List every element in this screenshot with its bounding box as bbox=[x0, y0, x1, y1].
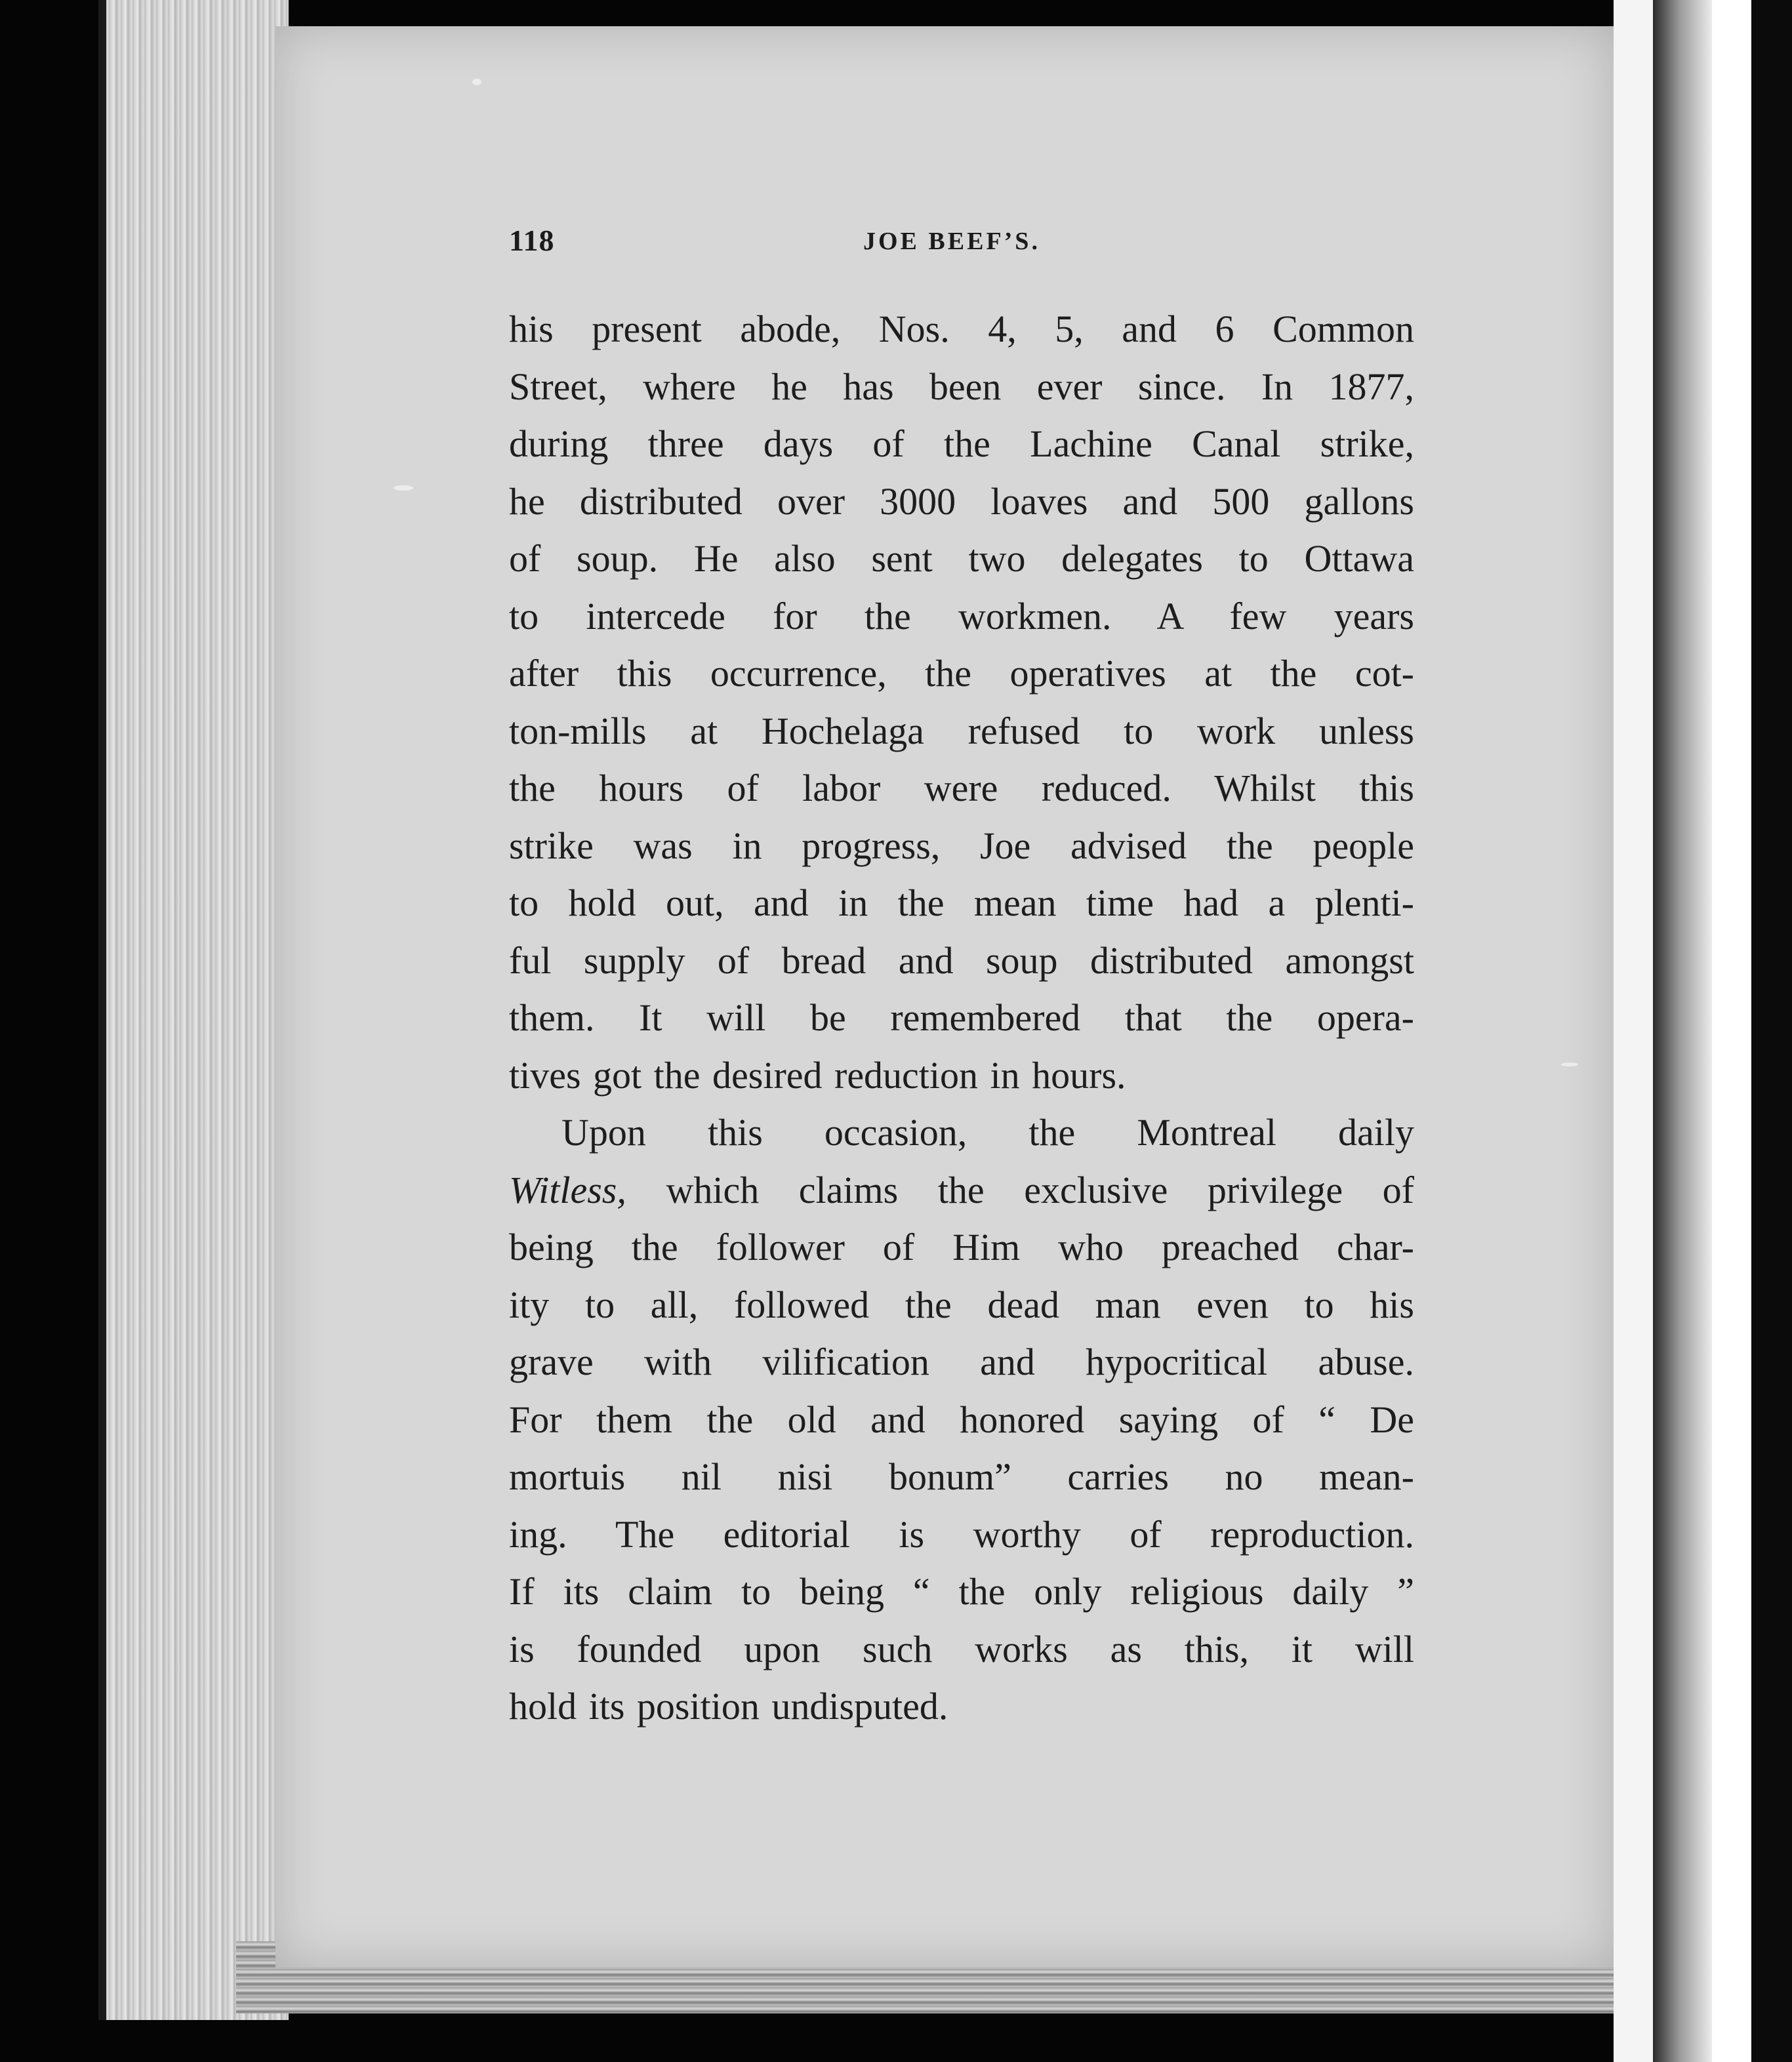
text-line: being the follower of Him who preached char- bbox=[509, 1226, 1414, 1268]
text-line: mortuis nil nisi bonum” carries no mean- bbox=[509, 1455, 1414, 1498]
running-head bbox=[509, 223, 1414, 275]
text-line: tives got the desired reduction in hours. bbox=[509, 1053, 1126, 1097]
right-binding bbox=[1712, 0, 1751, 2062]
text-line: the hours of labor were reduced. Whilst this bbox=[509, 767, 1414, 809]
text-line: them. It will be remembered that the opera- bbox=[509, 996, 1414, 1039]
text-line: ing. The editorial is worthy of reproduction. bbox=[509, 1512, 1414, 1556]
text-line: is founded upon such works as this, it will bbox=[509, 1627, 1414, 1670]
text-line: of soup. He also sent two delegates to Ottawa bbox=[509, 537, 1414, 580]
body-text bbox=[509, 300, 1414, 1735]
scan-speck bbox=[1561, 1062, 1578, 1066]
text-line-with-italic bbox=[509, 1162, 1414, 1219]
text-line: to hold out, and in the mean time had a plenti- bbox=[509, 881, 1414, 924]
page-number: 118 bbox=[509, 224, 555, 257]
newspaper-title: Witless, bbox=[509, 1168, 626, 1211]
text-line: ful supply of bread and soup distributed amongst bbox=[509, 939, 1414, 982]
left-page-edges bbox=[98, 0, 289, 2020]
right-gutter bbox=[1614, 0, 1653, 2062]
text-line: ton-mills at Hochelaga refused to work unless bbox=[509, 709, 1414, 752]
text-line: hold its position undisputed. bbox=[509, 1685, 948, 1728]
paragraph-first-line: Upon this occasion, the Montreal daily bbox=[561, 1111, 1414, 1154]
text-line: after this occurrence, the operatives at the cot- bbox=[509, 652, 1414, 695]
scan-speck bbox=[472, 79, 481, 85]
right-scan-border bbox=[1751, 0, 1792, 2062]
text-line: during three days of the Lachine Canal strike, bbox=[509, 422, 1414, 465]
left-binding-shadow bbox=[98, 0, 106, 2020]
text-line: If its claim to being “ the only religious daily ” bbox=[509, 1570, 1414, 1613]
text-line: strike was in progress, Joe advised the people bbox=[509, 824, 1414, 867]
text-line: Street, where he has been ever since. In 1877, bbox=[509, 365, 1414, 408]
text-line: he distributed over 3000 loaves and 500 gallons bbox=[509, 479, 1414, 523]
text-line: ity to all, followed the dead man even to his bbox=[509, 1283, 1414, 1326]
text-line: his present abode, Nos. 4, 5, and 6 Common bbox=[509, 308, 1414, 350]
facing-page-sliver bbox=[1653, 0, 1712, 2062]
text-line-rest: which claims the exclusive privilege of bbox=[626, 1168, 1414, 1211]
text-line: to intercede for the workmen. A few years bbox=[509, 594, 1414, 637]
scan-speck bbox=[394, 485, 413, 491]
text-line: For them the old and honored saying of “ De bbox=[509, 1398, 1414, 1441]
text-line: grave with vilification and hypocritical abuse. bbox=[509, 1341, 1414, 1383]
running-title: JOE BEEF’S. bbox=[863, 228, 1040, 255]
